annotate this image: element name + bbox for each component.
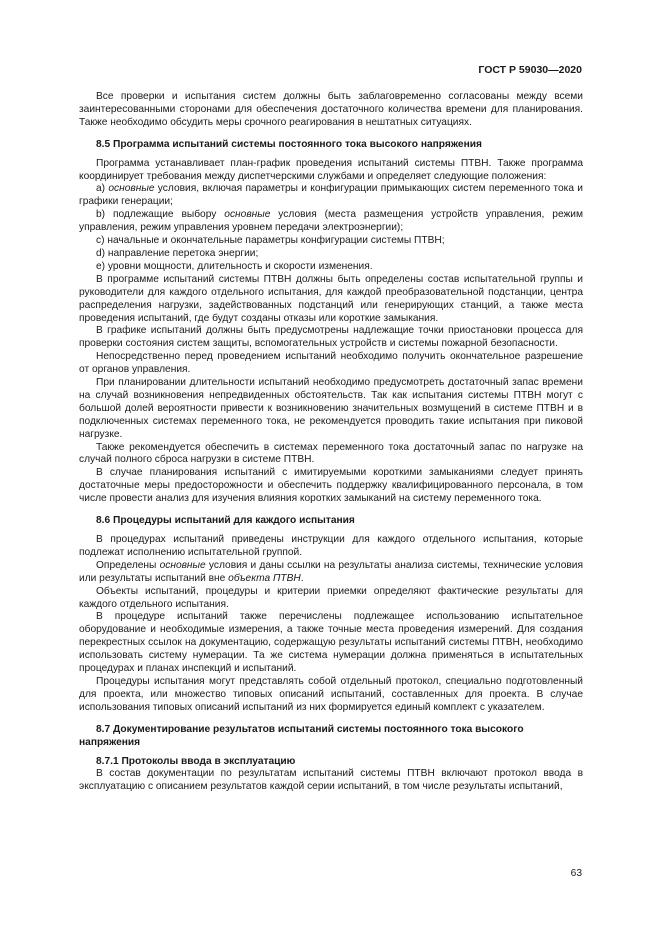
s85-paragraph-5: При планировании длительности испытаний необходимо предусмотреть достаточный запас времени на случай возникновения непредвиденных обстоятельств. Так как испытания системы ПТВН могут с большой долей вероятности привести к возникновению значительных возмущений в системе ПТВН и в подключенных системах переменного тока, не рекомендуется проводить такие испытания при пиковой нагрузке.	[79, 377, 583, 440]
page-body	[79, 91, 583, 794]
intro-paragraph: Все проверки и испытания систем должны быть заблаговременно согласованы между всеми заинтересованными сторонами для обеспечения достаточного количества времени для планирования. Также необходимо обсудить меры срочного реагирования в нештатных ситуациях.	[79, 91, 583, 128]
s85-paragraph-1: Программа устанавливает план-график проведения испытаний системы ПТВН. Также программа координирует требования между диспетчерскими службами и определяет следующие положения:	[79, 157, 583, 182]
standard-number: ГОСТ Р 59030—2020	[478, 64, 582, 76]
s85-item-d: d) направление перетока энергии;	[96, 247, 259, 259]
s85-paragraph-7: В случае планирования испытаний с имитируемыми короткими замыканиями следует принять достаточные меры предосторожности и обеспечить поддержку квалифицированного персонала, в том числе провести анализ для изучения влияния коротких замыканий на систему переменного тока.	[79, 467, 583, 505]
s85-item-a: а) основные условия, включая параметры и конфигурации примыкающих систем переменного тока и графики генерации;	[79, 183, 583, 208]
section-8-7-heading: 8.7 Документирование результатов испытаний системы постоянного тока высокого напряжения	[79, 723, 524, 748]
s86-paragraph-5: Процедуры испытания могут представлять собой отдельный протокол, специально подготовленный для проекта, или множество типовых описаний испытаний, составленных для проекта. В случае использования типовых описаний испытаний из них формируется единый комплект с указателем.	[79, 675, 583, 713]
s85-paragraph-6: Также рекомендуется обеспечить в системах переменного тока достаточный запас по нагрузке на случай полного сброса нагрузки в системе ПТВН.	[79, 441, 583, 466]
s85-item-b: b) подлежащие выбору основные условия (места размещения устройств управления, режим управления, режим управления уровнем передачи электроэнергии);	[79, 209, 584, 234]
s85-item-c: с) начальные и окончательные параметры конфигурации системы ПТВН;	[96, 235, 445, 247]
section-8-7-1-heading: 8.7.1 Протоколы ввода в эксплуатацию	[96, 755, 296, 767]
s86-paragraph-4: В процедуре испытаний также перечислены подлежащее использованию испытательное оборудование и необходимые измерения, а также точные места проведения измерений. Для создания перекрестных ссылок на документацию, содержащую результаты испытаний системы ПТВН, необходимо использовать систему нумерации. Та же система нумерации должна применяться в испытательных процедурах и планах инспекций и испытаний.	[79, 611, 583, 675]
s86-paragraph-1: В процедурах испытаний приведены инструкции для каждого отдельного испытания, которые подлежат исполнению испытательной группой.	[79, 534, 583, 558]
s85-item-e: е) уровни мощности, длительность и скорости изменения.	[96, 260, 373, 272]
s85-paragraph-3: В графике испытаний должны быть предусмотрены надлежащие точки приостановки процесса для проверки состояния систем защиты, вспомогательных устройств и системы пожарной безопасности.	[79, 325, 583, 350]
section-8-5-heading: 8.5 Программа испытаний системы постоянного тока высокого напряжения	[96, 138, 482, 150]
page-number: 63	[570, 868, 582, 879]
s86-paragraph-2: Определены основные условия и даны ссылки на результаты анализа системы, технические условия или результаты испытаний вне объекта ПТВН.	[79, 559, 583, 584]
s86-paragraph-3: Объекты испытаний, процедуры и критерии приемки определяют фактические результаты для каждого отдельного испытания.	[79, 585, 583, 610]
section-8-6-heading: 8.6 Процедуры испытаний для каждого испытания	[96, 515, 355, 527]
s87-paragraph-1: В состав документации по результатам испытаний системы ПТВН включают протокол ввода в эксплуатацию с описанием результатов каждой серии испытаний, в том числе результаты испытаний,	[79, 768, 583, 793]
s85-paragraph-4: Непосредственно перед проведением испытаний необходимо получить окончательное разрешение от органов управления.	[79, 351, 583, 376]
s85-paragraph-2: В программе испытаний системы ПТВН должны быть определены состав испытательной группы и руководители для каждого отдельного испытания, для каждой преобразовательной подстанции, центра распределения нагрузки, задействованных подстанций или генерирующих станций, а также места проведения испытаний, где будут созданы отказы или короткие замыкания.	[79, 273, 583, 324]
